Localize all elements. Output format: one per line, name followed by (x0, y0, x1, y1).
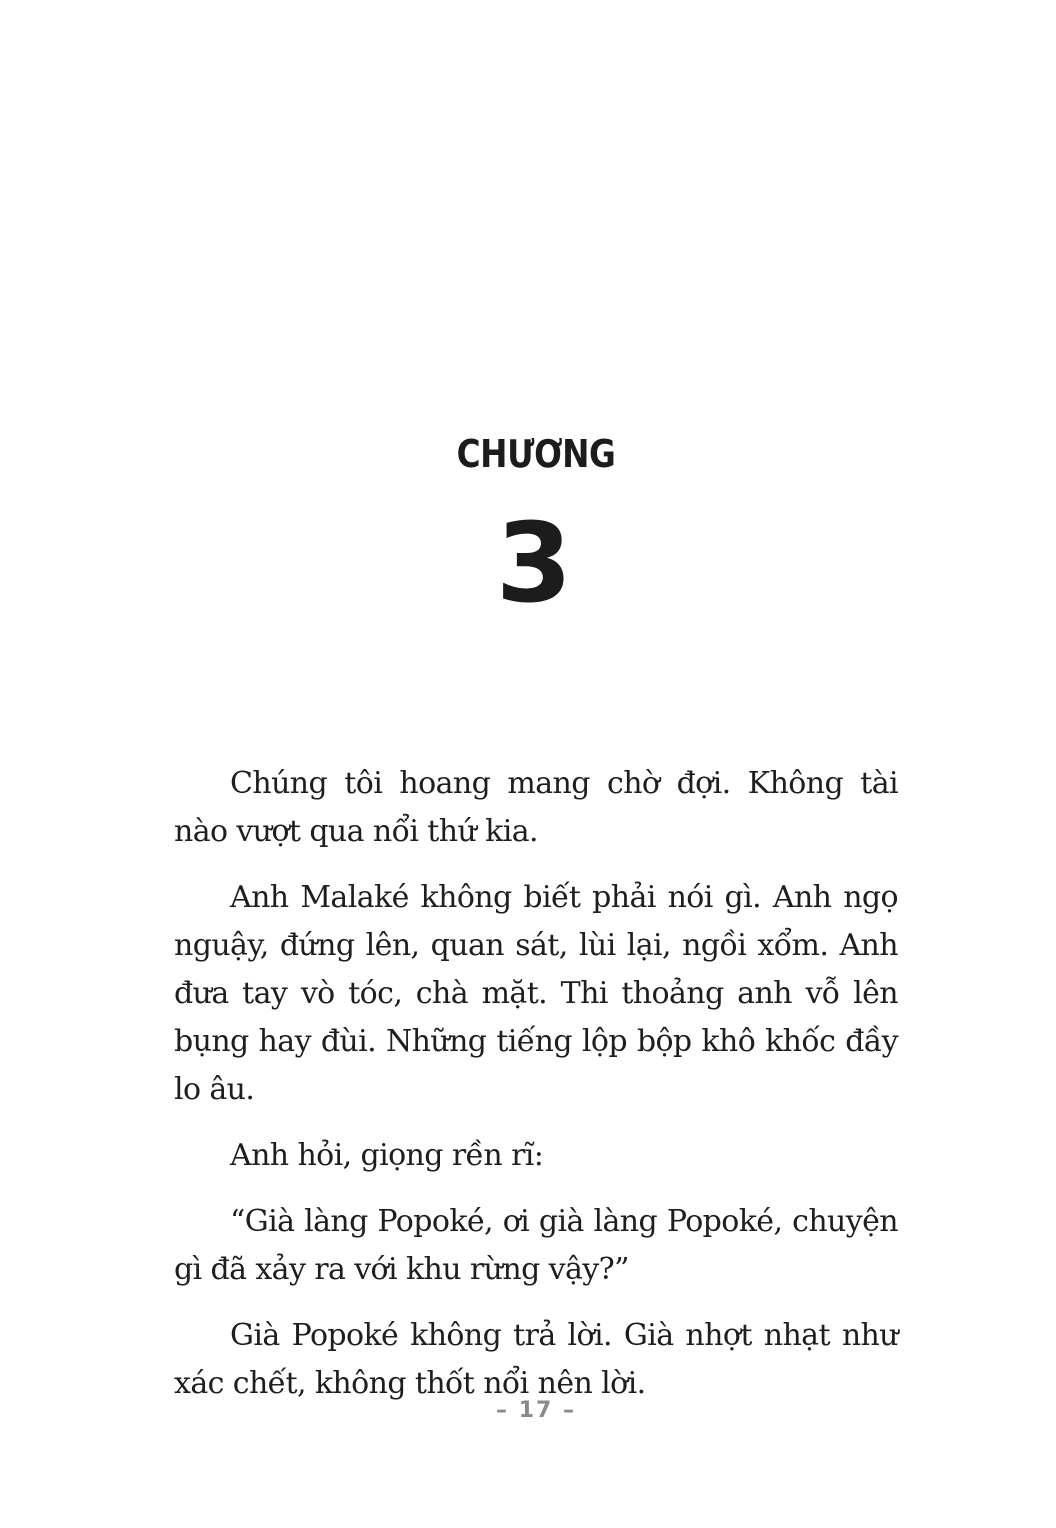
paragraph: Anh Malaké không biết phải nói gì. Anh ngọ nguậy, đứng lên, quan sát, lùi lại, ngồi xổm. Anh đưa tay vò tóc, chà mặt. Thi thoảng anh vỗ lên bụng hay đùi. Những tiếng lộp bộp khô khốc đầy lo âu. (174, 880, 898, 1107)
page-number: – 17 – (496, 1398, 576, 1423)
paragraph: Chúng tôi hoang mang chờ đợi. Không tài nào vượt qua nổi thứ kia. (174, 766, 898, 849)
chapter-body (174, 760, 898, 1426)
paragraph: Anh hỏi, giọng rền rĩ: (230, 1138, 544, 1173)
chapter-number: 3 (495, 499, 573, 627)
paragraph: “Già làng Popoké, ơi già làng Popoké, chuyện gì đã xảy ra với khu rừng vậy?” (174, 1204, 898, 1287)
chapter-label: CHƯƠNG (456, 432, 616, 476)
paragraph: Già Popoké không trả lời. Già nhợt nhạt như xác chết, không thốt nổi nên lời. (174, 1318, 898, 1401)
